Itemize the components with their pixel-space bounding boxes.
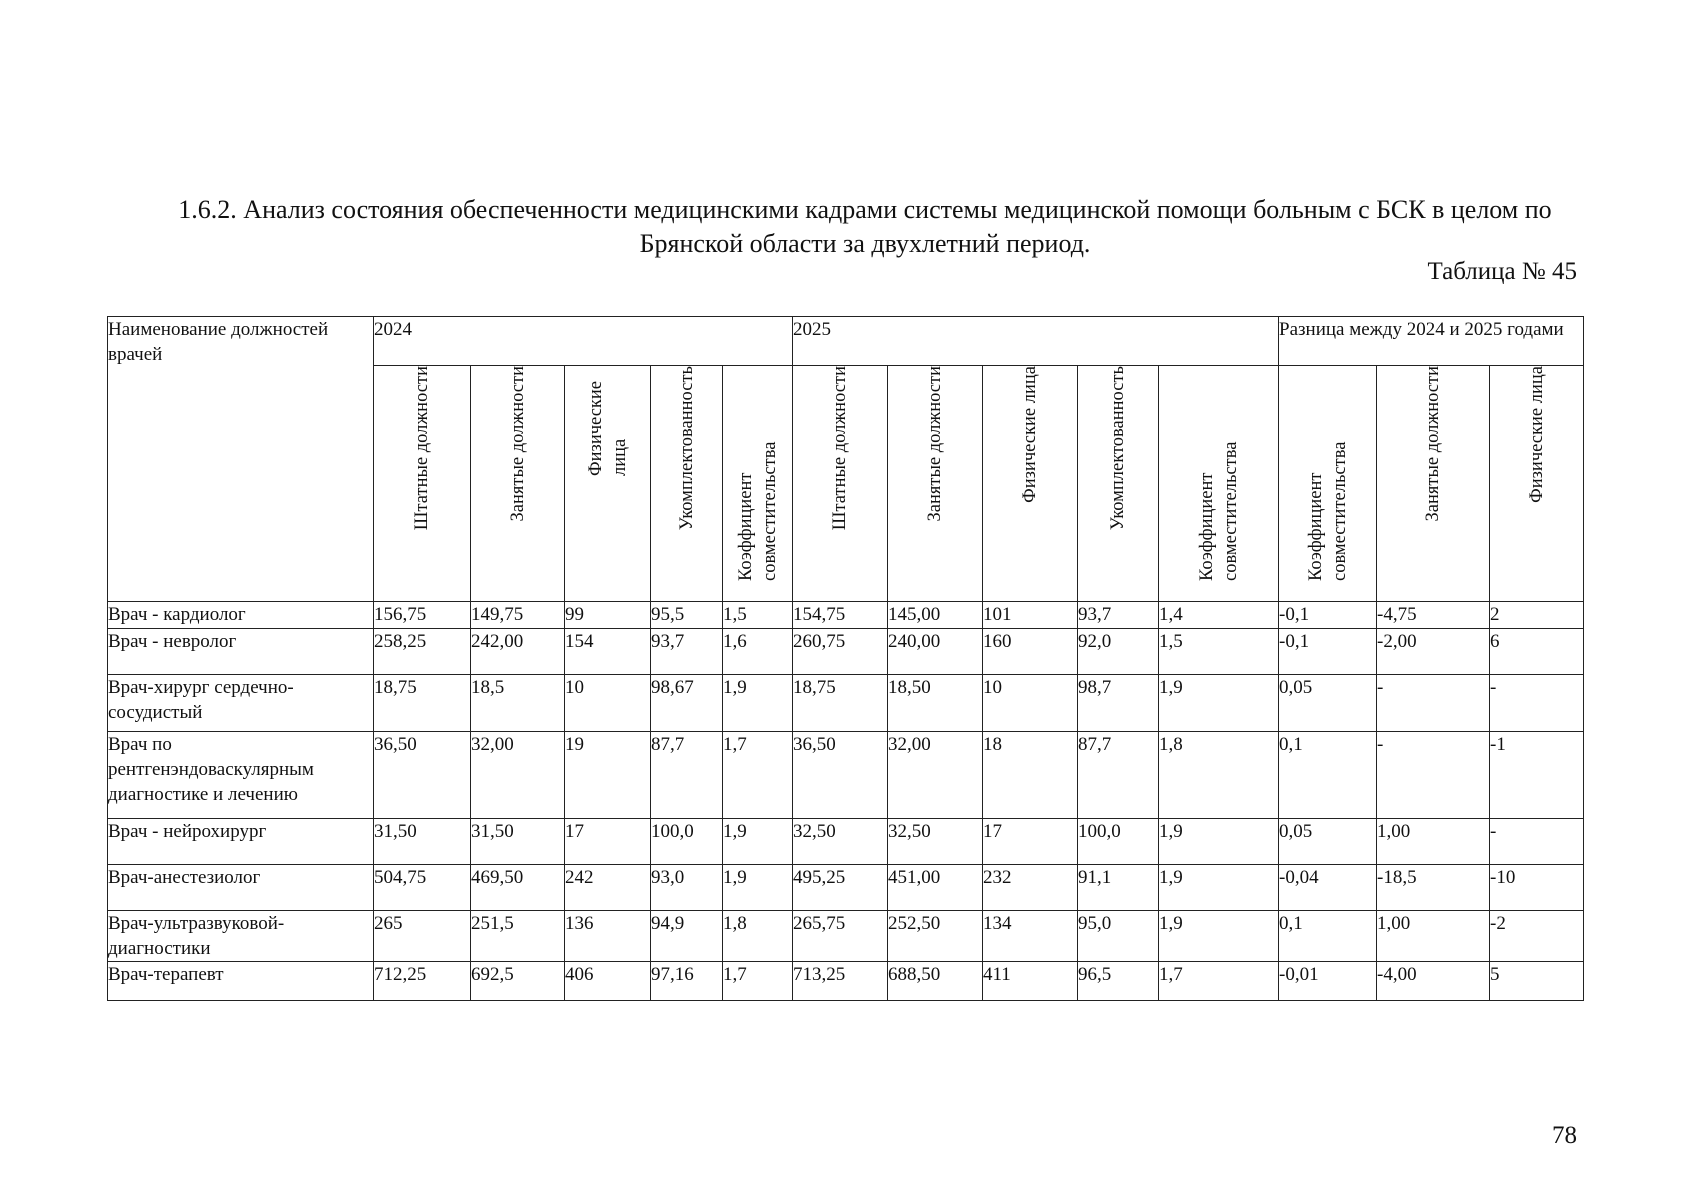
table-row <box>108 962 1584 1001</box>
value-cell: 98,67 <box>651 675 723 732</box>
page-number: 78 <box>1552 1122 1577 1149</box>
value-cell: 1,8 <box>1159 732 1279 819</box>
value-cell: 18,75 <box>374 675 471 732</box>
column-header <box>651 366 723 602</box>
value-cell: - <box>1377 732 1490 819</box>
value-cell: 95,0 <box>1078 911 1159 962</box>
value-cell: 0,1 <box>1279 732 1377 819</box>
value-cell: 31,50 <box>374 819 471 865</box>
column-header-label: Занятые должности <box>1423 366 1444 522</box>
value-cell: 258,25 <box>374 629 471 675</box>
value-cell: 18,75 <box>793 675 888 732</box>
column-header <box>1490 366 1584 602</box>
value-cell: 411 <box>983 962 1078 1001</box>
value-cell: 100,0 <box>651 819 723 865</box>
column-header-label: Штатные должности <box>412 366 432 531</box>
value-cell: 1,9 <box>1159 819 1279 865</box>
column-header <box>723 366 793 602</box>
value-cell: 87,7 <box>651 732 723 819</box>
table-row <box>108 819 1584 865</box>
value-cell: -2,00 <box>1377 629 1490 675</box>
group-header-difference: Разница между 2024 и 2025 годами <box>1279 317 1584 366</box>
value-cell: 1,8 <box>723 911 793 962</box>
value-cell: 1,7 <box>723 732 793 819</box>
column-header-label: Занятые должности <box>925 366 946 522</box>
column-header-label: Коэффициент совместительства <box>1305 441 1350 581</box>
column-header-label: Коэффициент совместительства <box>1196 441 1241 581</box>
column-header <box>374 366 471 602</box>
value-cell: 94,9 <box>651 911 723 962</box>
value-cell: 100,0 <box>1078 819 1159 865</box>
value-cell: 87,7 <box>1078 732 1159 819</box>
value-cell: -0,04 <box>1279 865 1377 911</box>
column-header <box>888 366 983 602</box>
value-cell: 32,50 <box>888 819 983 865</box>
value-cell: - <box>1490 675 1584 732</box>
value-cell: 495,25 <box>793 865 888 911</box>
value-cell: 1,7 <box>1159 962 1279 1001</box>
position-name-cell: Врач-терапевт <box>108 962 374 1001</box>
value-cell: 96,5 <box>1078 962 1159 1001</box>
group-header-2025: 2025 <box>793 317 1279 366</box>
value-cell: 451,00 <box>888 865 983 911</box>
value-cell: 469,50 <box>471 865 565 911</box>
value-cell: 92,0 <box>1078 629 1159 675</box>
column-header <box>471 366 565 602</box>
value-cell: 18,5 <box>471 675 565 732</box>
value-cell: -4,75 <box>1377 602 1490 629</box>
value-cell: 1,7 <box>723 962 793 1001</box>
value-cell: 99 <box>565 602 651 629</box>
value-cell: 156,75 <box>374 602 471 629</box>
column-header-label: Физические лица <box>1526 366 1547 503</box>
section-heading: 1.6.2. Анализ состояния обеспеченности медицинскими кадрами системы медицинской помощи больным с БСК в целом по Брянской области за двухлетний период. <box>178 195 1552 258</box>
column-header <box>1078 366 1159 602</box>
table-row <box>108 602 1584 629</box>
table-row <box>108 911 1584 962</box>
position-name-cell: Врач по рентгенэндоваскулярным диагностике и лечению <box>108 732 374 819</box>
value-cell: 93,0 <box>651 865 723 911</box>
value-cell: 97,16 <box>651 962 723 1001</box>
value-cell: 10 <box>565 675 651 732</box>
value-cell: 0,1 <box>1279 911 1377 962</box>
value-cell: 134 <box>983 911 1078 962</box>
value-cell: 0,05 <box>1279 675 1377 732</box>
value-cell: -0,01 <box>1279 962 1377 1001</box>
value-cell: -4,00 <box>1377 962 1490 1001</box>
column-header-label: Занятые должности <box>507 366 528 522</box>
value-cell: 145,00 <box>888 602 983 629</box>
value-cell: 95,5 <box>651 602 723 629</box>
group-header-2024: 2024 <box>374 317 793 366</box>
value-cell: -1 <box>1490 732 1584 819</box>
value-cell: 17 <box>983 819 1078 865</box>
column-header-label: Укомплектованность <box>1108 366 1129 531</box>
staffing-table <box>107 316 1584 1001</box>
value-cell: 1,9 <box>1159 675 1279 732</box>
table-row <box>108 629 1584 675</box>
value-cell: 32,50 <box>793 819 888 865</box>
value-cell: 1,9 <box>723 865 793 911</box>
column-header <box>983 366 1078 602</box>
column-header-label: Коэффициент совместительства <box>735 441 780 581</box>
value-cell: 1,9 <box>1159 865 1279 911</box>
value-cell: 19 <box>565 732 651 819</box>
value-cell: 692,5 <box>471 962 565 1001</box>
table-row <box>108 675 1584 732</box>
column-header <box>1279 366 1377 602</box>
value-cell: -2 <box>1490 911 1584 962</box>
value-cell: 0,05 <box>1279 819 1377 865</box>
value-cell: 1,00 <box>1377 819 1490 865</box>
value-cell: 1,9 <box>723 675 793 732</box>
value-cell: 5 <box>1490 962 1584 1001</box>
value-cell: 32,00 <box>471 732 565 819</box>
value-cell: 1,6 <box>723 629 793 675</box>
column-header <box>1159 366 1279 602</box>
value-cell: 1,5 <box>1159 629 1279 675</box>
value-cell: 1,9 <box>1159 911 1279 962</box>
table-row <box>108 865 1584 911</box>
value-cell: 10 <box>983 675 1078 732</box>
column-header <box>565 366 651 602</box>
value-cell: 93,7 <box>1078 602 1159 629</box>
value-cell: 232 <box>983 865 1078 911</box>
value-cell: 32,00 <box>888 732 983 819</box>
value-cell: 406 <box>565 962 651 1001</box>
value-cell: 149,75 <box>471 602 565 629</box>
value-cell: 36,50 <box>793 732 888 819</box>
value-cell: 1,5 <box>723 602 793 629</box>
value-cell: 31,50 <box>471 819 565 865</box>
value-cell: 265 <box>374 911 471 962</box>
value-cell: 98,7 <box>1078 675 1159 732</box>
value-cell: 1,9 <box>723 819 793 865</box>
value-cell: 252,50 <box>888 911 983 962</box>
value-cell: 265,75 <box>793 911 888 962</box>
value-cell: - <box>1490 819 1584 865</box>
corner-header: Наименование должностей врачей <box>108 317 374 602</box>
value-cell: 688,50 <box>888 962 983 1001</box>
value-cell: 6 <box>1490 629 1584 675</box>
value-cell: 1,4 <box>1159 602 1279 629</box>
value-cell: - <box>1377 675 1490 732</box>
position-name-cell: Врач-ультразвуковой-диагностики <box>108 911 374 962</box>
value-cell: 101 <box>983 602 1078 629</box>
value-cell: 712,25 <box>374 962 471 1001</box>
value-cell: 17 <box>565 819 651 865</box>
value-cell: 1,00 <box>1377 911 1490 962</box>
value-cell: 18,50 <box>888 675 983 732</box>
value-cell: 36,50 <box>374 732 471 819</box>
position-name-cell: Врач-анестезиолог <box>108 865 374 911</box>
value-cell: 2 <box>1490 602 1584 629</box>
value-cell: 713,25 <box>793 962 888 1001</box>
value-cell: -0,1 <box>1279 602 1377 629</box>
position-name-cell: Врач-хирург сердечно-сосудистый <box>108 675 374 732</box>
column-header-label: Штатные должности <box>830 366 851 531</box>
value-cell: -18,5 <box>1377 865 1490 911</box>
value-cell: 136 <box>565 911 651 962</box>
value-cell: -10 <box>1490 865 1584 911</box>
value-cell: 260,75 <box>793 629 888 675</box>
value-cell: 504,75 <box>374 865 471 911</box>
column-header-label: Укомплектованность <box>676 366 697 531</box>
value-cell: 93,7 <box>651 629 723 675</box>
value-cell: 154 <box>565 629 651 675</box>
position-name-cell: Врач - нейрохирург <box>108 819 374 865</box>
column-header-label: Физические лица <box>585 380 630 476</box>
value-cell: 242,00 <box>471 629 565 675</box>
value-cell: 240,00 <box>888 629 983 675</box>
group-header-row <box>108 317 1584 366</box>
column-header <box>793 366 888 602</box>
value-cell: 251,5 <box>471 911 565 962</box>
table-label: Таблица № 45 <box>1427 258 1577 285</box>
position-name-cell: Врач - кардиолог <box>108 602 374 629</box>
table-row <box>108 732 1584 819</box>
value-cell: 242 <box>565 865 651 911</box>
column-header <box>1377 366 1490 602</box>
value-cell: 91,1 <box>1078 865 1159 911</box>
value-cell: 18 <box>983 732 1078 819</box>
column-header-label: Физические лица <box>1020 366 1041 503</box>
value-cell: 160 <box>983 629 1078 675</box>
position-name-cell: Врач - невролог <box>108 629 374 675</box>
value-cell: 154,75 <box>793 602 888 629</box>
value-cell: -0,1 <box>1279 629 1377 675</box>
